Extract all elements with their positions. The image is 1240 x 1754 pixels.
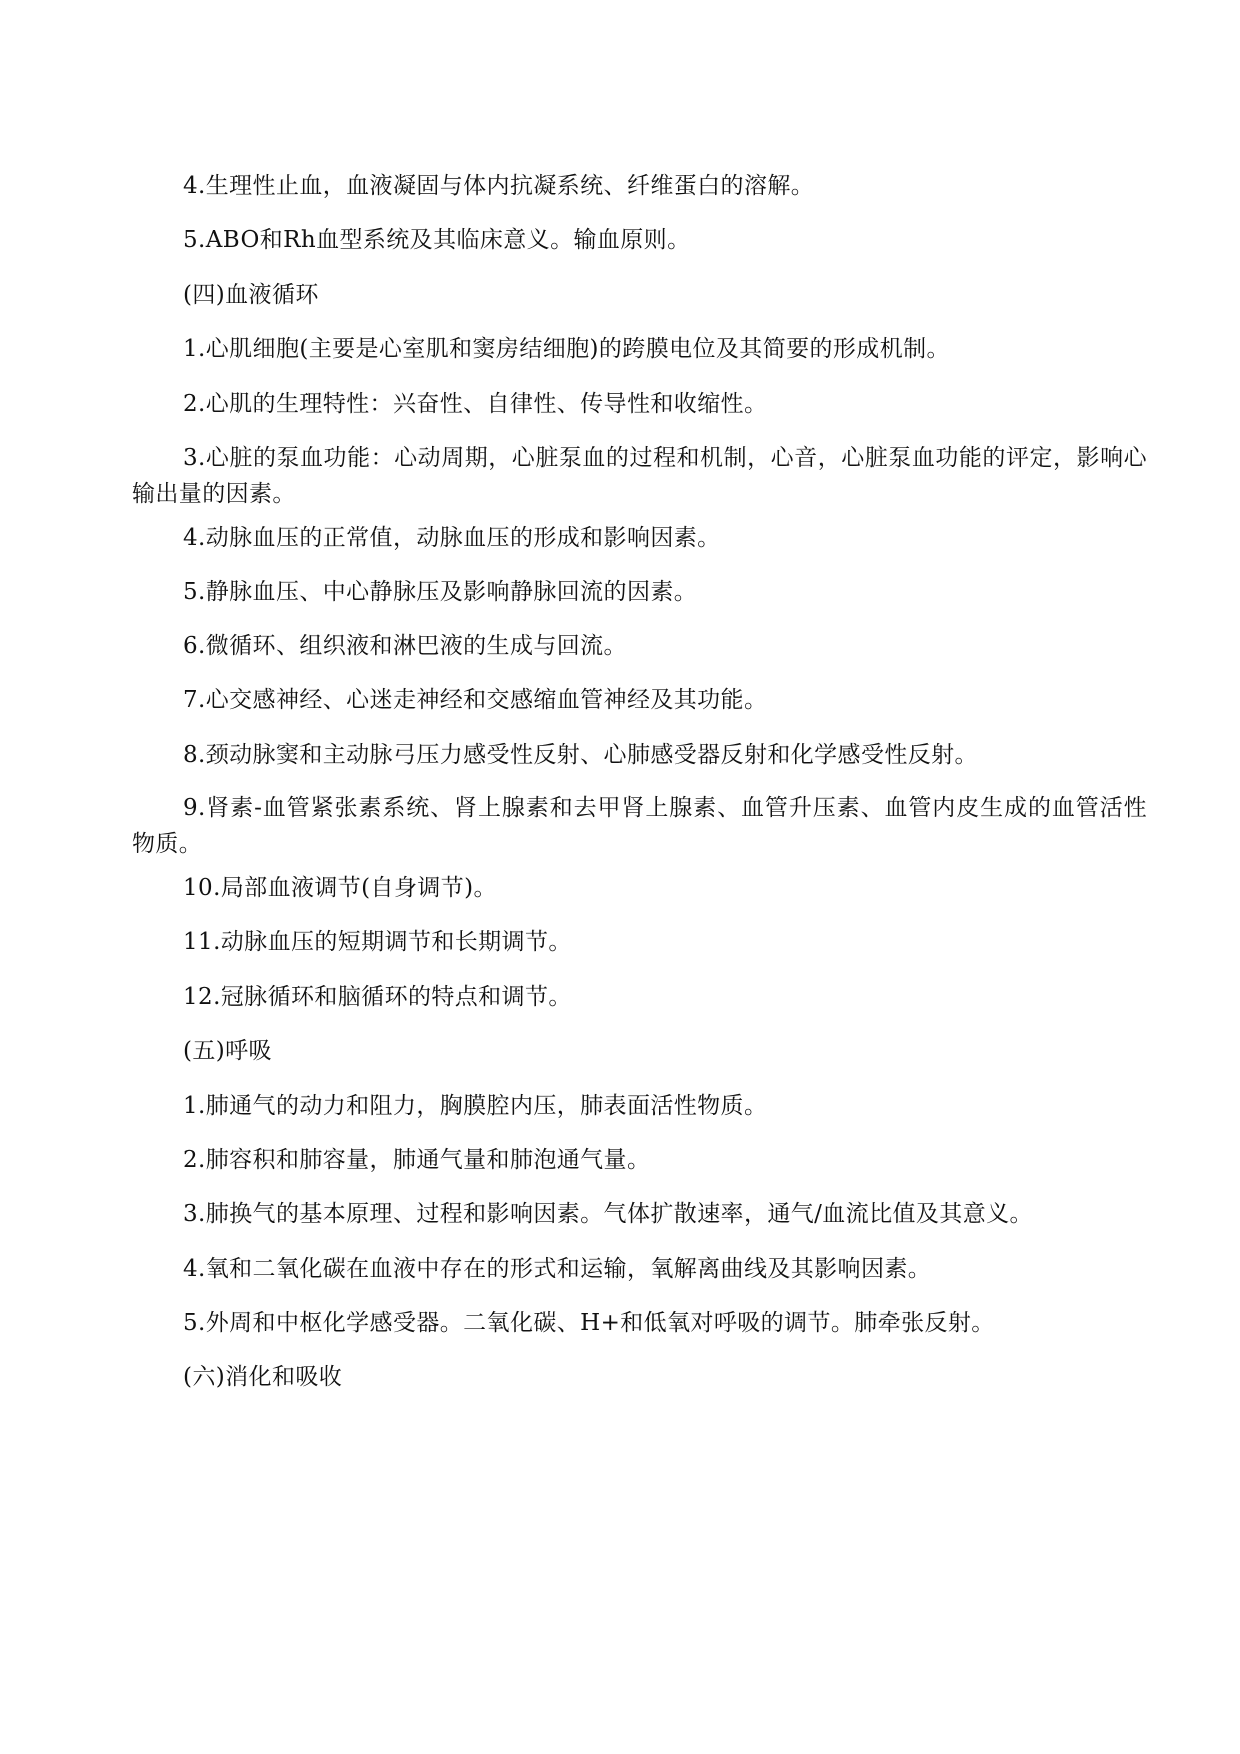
respiration-item-1: 1.肺通气的动力和阻力，胸膜腔内压，肺表面活性物质。 [183,1093,768,1119]
circulation-item-5: 5.静脉血压、中心静脉压及影响静脉回流的因素。 [183,579,698,605]
blood-item-5: 5.ABO和Rh血型系统及其临床意义。输血原则。 [183,227,691,253]
circulation-item-3: 3.心脏的泵血功能：心动周期，心脏泵血的过程和机制，心音，心脏泵血功能的评定，影响心输出量的因素。 [132,445,1147,507]
circulation-item-10: 10.局部血液调节(自身调节)。 [183,875,497,901]
respiration-item-4: 4.氧和二氧化碳在血液中存在的形式和运输，氧解离曲线及其影响因素。 [183,1256,932,1282]
section-heading-respiration: (五)呼吸 [183,1038,272,1064]
circulation-item-9: 9.肾素-血管紧张素系统、肾上腺素和去甲肾上腺素、血管升压素、血管内皮生成的血管活性物质。 [132,795,1147,857]
circulation-item-4: 4.动脉血压的正常值，动脉血压的形成和影响因素。 [183,525,721,551]
respiration-item-5: 5.外周和中枢化学感受器。二氧化碳、H+和低氧对呼吸的调节。肺牵张反射。 [183,1310,995,1336]
circulation-item-1: 1.心肌细胞(主要是心室肌和窦房结细胞)的跨膜电位及其简要的形成机制。 [183,336,950,362]
respiration-item-2: 2.肺容积和肺容量，肺通气量和肺泡通气量。 [183,1147,651,1173]
section-heading-digestion: (六)消化和吸收 [183,1364,343,1390]
respiration-item-3: 3.肺换气的基本原理、过程和影响因素。气体扩散速率，通气/血流比值及其意义。 [183,1201,1033,1227]
circulation-item-6: 6.微循环、组织液和淋巴液的生成与回流。 [183,633,627,659]
circulation-item-12: 12.冠脉循环和脑循环的特点和调节。 [183,984,572,1010]
circulation-item-2: 2.心肌的生理特性：兴奋性、自律性、传导性和收缩性。 [183,391,768,417]
blood-item-4: 4.生理性止血，血液凝固与体内抗凝系统、纤维蛋白的溶解。 [183,173,815,199]
circulation-item-8: 8.颈动脉窦和主动脉弓压力感受性反射、心肺感受器反射和化学感受性反射。 [183,742,978,768]
section-heading-circulation: (四)血液循环 [183,282,319,308]
circulation-item-11: 11.动脉血压的短期调节和长期调节。 [183,929,572,955]
circulation-item-7: 7.心交感神经、心迷走神经和交感缩血管神经及其功能。 [183,687,768,713]
